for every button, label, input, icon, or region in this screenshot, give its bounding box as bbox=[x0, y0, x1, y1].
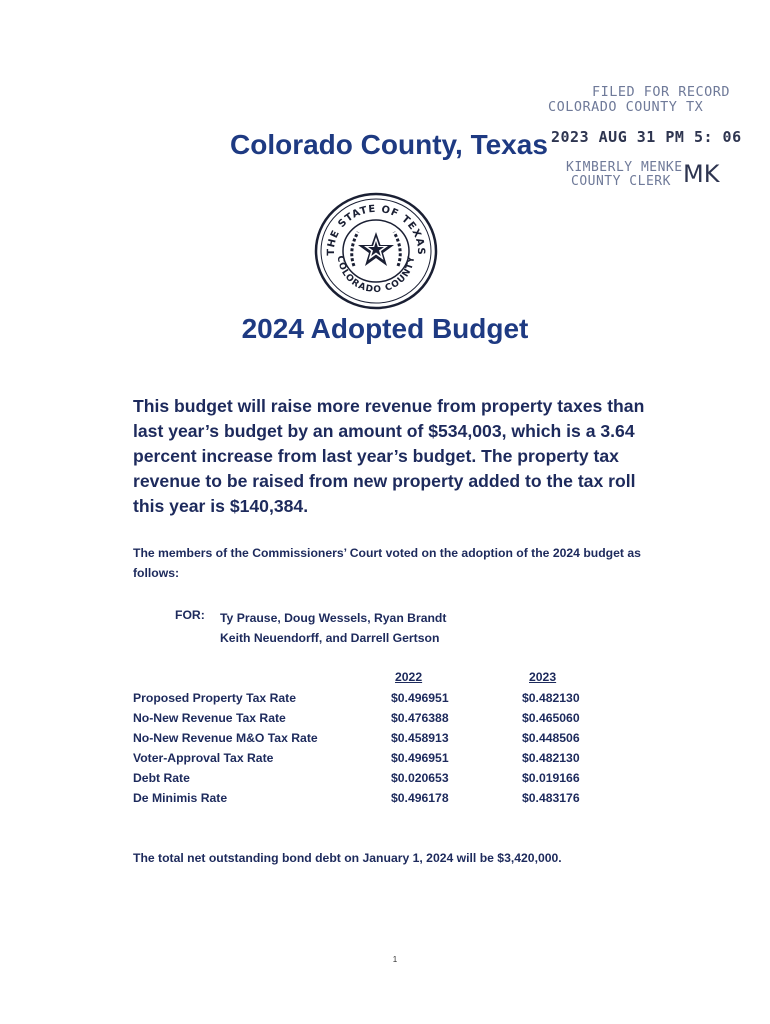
svg-text:COLORADO COUNTY bbox=[335, 255, 417, 295]
budget-statement bbox=[133, 394, 653, 519]
rate-label: Debt Rate bbox=[133, 771, 190, 785]
rate-label: No-New Revenue Tax Rate bbox=[133, 711, 286, 725]
table-row bbox=[133, 728, 629, 748]
budget-statement-text: This budget will raise more revenue from property taxes than last year’s budget by an amount of $534,003, which is a 3.64 percent increase from last year’s budget. The property tax revenue to be raised from new property added to the tax roll this year is $140,384. bbox=[133, 396, 645, 516]
filed-stamp-date: 2023 AUG 31 PM 5: 06 bbox=[551, 128, 742, 146]
bond-debt-text: The total net outstanding bond debt on January 1, 2024 will be $3,420,000. bbox=[133, 851, 562, 865]
for-label: FOR: bbox=[175, 608, 205, 622]
table-header-row bbox=[133, 666, 629, 688]
rate-2022: $0.496951 bbox=[391, 751, 449, 765]
rate-2023: $0.482130 bbox=[522, 691, 580, 705]
rate-label: Voter-Approval Tax Rate bbox=[133, 751, 274, 765]
seal-bottom-text: COLORADO COUNTY bbox=[334, 255, 418, 296]
for-voters bbox=[220, 608, 446, 648]
filed-stamp-line1: FILED FOR RECORD bbox=[592, 84, 731, 100]
table-row bbox=[133, 708, 629, 728]
county-seal-icon bbox=[314, 192, 438, 310]
clerk-name: KIMBERLY MENKE bbox=[566, 160, 683, 175]
rate-2022: $0.020653 bbox=[391, 771, 449, 785]
rate-2022: $0.496178 bbox=[391, 791, 449, 805]
rate-2022: $0.458913 bbox=[391, 731, 449, 745]
clerk-title: COUNTY CLERK bbox=[571, 174, 671, 189]
header-label bbox=[133, 666, 391, 688]
rate-2023: $0.483176 bbox=[522, 791, 580, 805]
table-row bbox=[133, 768, 629, 788]
bond-debt-statement bbox=[133, 849, 653, 868]
county-title: Colorado County, Texas bbox=[230, 129, 548, 160]
vote-intro bbox=[133, 543, 653, 583]
tax-rates-table bbox=[133, 666, 629, 808]
for-voters-line1: Ty Prause, Doug Wessels, Ryan Brandt bbox=[220, 611, 447, 625]
filed-stamp-line2: COLORADO COUNTY TX bbox=[548, 99, 704, 115]
table-row bbox=[133, 688, 629, 708]
for-voters-line2: Keith Neuendorff, and Darrell Gertson bbox=[220, 631, 440, 645]
rate-label: De Minimis Rate bbox=[133, 791, 228, 805]
rate-2022: $0.476388 bbox=[391, 711, 449, 725]
clerk-initials: MK bbox=[683, 160, 720, 188]
header-2023: 2023 bbox=[529, 670, 557, 684]
header-2022: 2022 bbox=[395, 670, 423, 684]
vote-intro-text: The members of the Commissioners’ Court voted on the adoption of the 2024 budget as follows: bbox=[133, 546, 641, 580]
seal-top-text: THE STATE OF TEXAS bbox=[325, 203, 427, 256]
table-row bbox=[133, 788, 629, 808]
rate-2023: $0.019166 bbox=[522, 771, 580, 785]
document-title: 2024 Adopted Budget bbox=[241, 313, 529, 344]
rate-2023: $0.465060 bbox=[522, 711, 580, 725]
table-row bbox=[133, 748, 629, 768]
rate-2023: $0.482130 bbox=[522, 751, 580, 765]
rate-2022: $0.496951 bbox=[391, 691, 449, 705]
rate-label: No-New Revenue M&O Tax Rate bbox=[133, 731, 318, 745]
rate-label: Proposed Property Tax Rate bbox=[133, 691, 296, 705]
page-number: 1 bbox=[392, 955, 398, 964]
rate-2023: $0.448506 bbox=[522, 731, 580, 745]
